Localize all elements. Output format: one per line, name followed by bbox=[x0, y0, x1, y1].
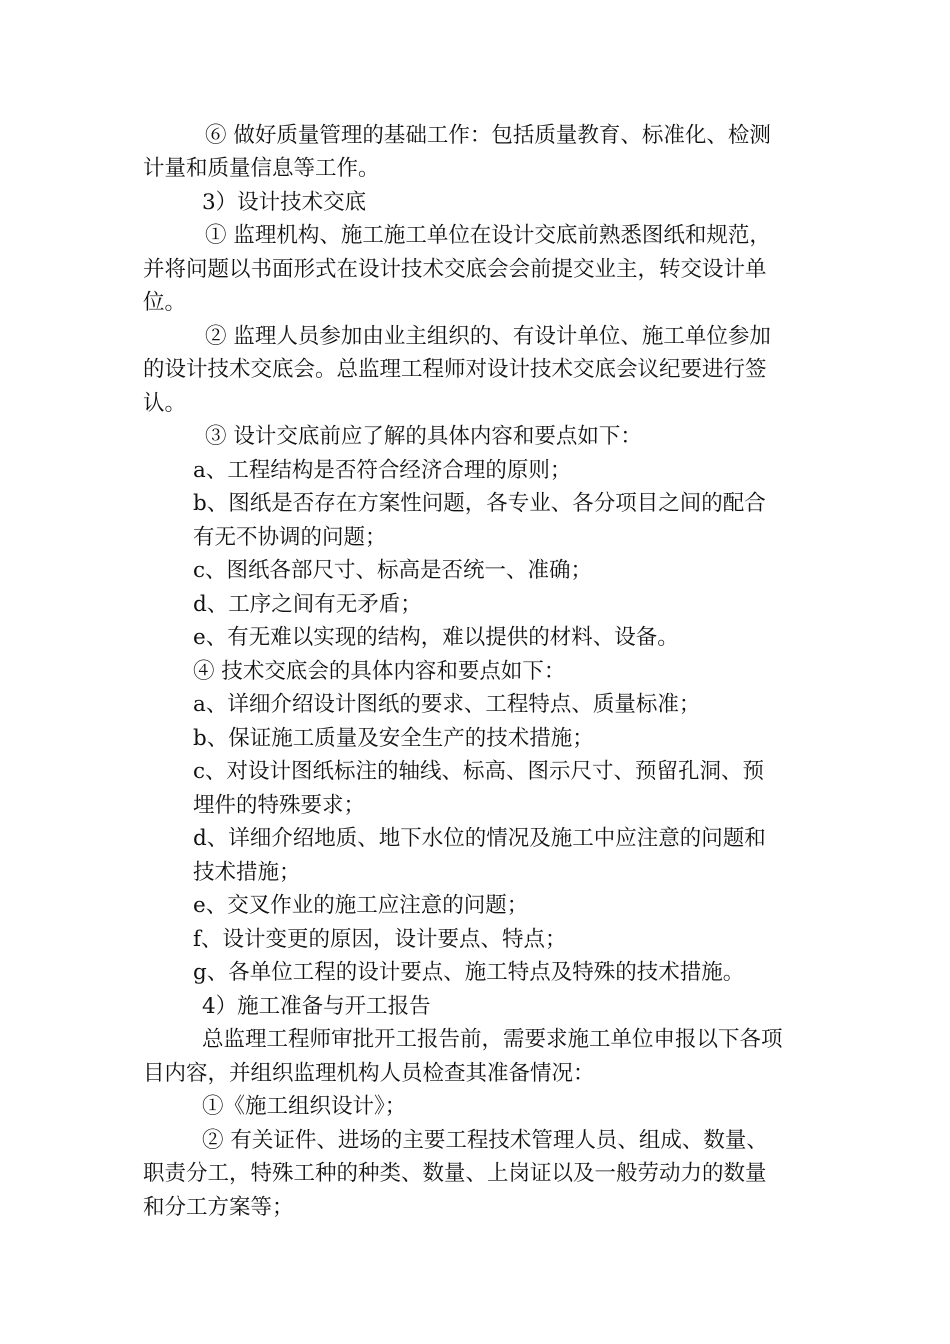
text-line: ④ 技术交底会的具体内容和要点如下： bbox=[193, 659, 566, 684]
list-item: 埋件的特殊要求； bbox=[193, 793, 366, 818]
list-item: d、工序之间有无矛盾； bbox=[193, 592, 422, 617]
text-line: 总监理工程师审批开工报告前，需要求施工单位申报以下各项 bbox=[202, 1027, 783, 1052]
list-item: b、保证施工质量及安全生产的技术措施； bbox=[193, 726, 594, 751]
text-line: 职责分工，特殊工种的种类、数量、上岗证以及一般劳动力的数量 bbox=[143, 1161, 767, 1186]
text-line: ② 有关证件、进场的主要工程技术管理人员、组成、数量、 bbox=[202, 1128, 768, 1153]
text-line: ⑥ 做好质量管理的基础工作：包括质量教育、标准化、检测 bbox=[205, 123, 771, 148]
list-item: e、有无难以实现的结构，难以提供的材料、设备。 bbox=[193, 625, 679, 650]
list-item: e、交叉作业的施工应注意的问题； bbox=[193, 893, 529, 918]
text-line: ①《施工组织设计》； bbox=[202, 1094, 407, 1119]
list-item: g、各单位工程的设计要点、施工特点及特殊的技术措施。 bbox=[193, 960, 745, 985]
text-line: 认。 bbox=[143, 391, 187, 416]
text-line: 位。 bbox=[143, 290, 187, 315]
text-line: 的设计技术交底会。总监理工程师对设计技术交底会议纪要进行签 bbox=[143, 357, 767, 382]
text-line: ③ 设计交底前应了解的具体内容和要点如下： bbox=[205, 424, 642, 449]
text-line: 并将问题以书面形式在设计技术交底会会前提交业主，转交设计单 bbox=[143, 257, 767, 282]
text-line: ② 监理人员参加由业主组织的、有设计单位、施工单位参加 bbox=[205, 324, 771, 349]
list-item: 有无不协调的问题； bbox=[193, 525, 387, 550]
text-line: 目内容，并组织监理机构人员检查其准备情况： bbox=[143, 1061, 595, 1086]
text-line: 和分工方案等； bbox=[143, 1195, 294, 1220]
list-item: c、对设计图纸标注的轴线、标高、图示尺寸、预留孔洞、预 bbox=[193, 759, 765, 784]
text-line: 计量和质量信息等工作。 bbox=[143, 156, 380, 181]
list-item: f、设计变更的原因，设计要点、特点； bbox=[193, 927, 567, 952]
list-item: a、详细介绍设计图纸的要求、工程特点、质量标准； bbox=[193, 692, 701, 717]
section-heading: 3）设计技术交底 bbox=[202, 190, 367, 215]
list-item: a、工程结构是否符合经济合理的原则； bbox=[193, 458, 572, 483]
list-item: b、图纸是否存在方案性问题，各专业、各分项目之间的配合 bbox=[193, 491, 766, 516]
list-item: d、详细介绍地质、地下水位的情况及施工中应注意的问题和 bbox=[193, 826, 766, 851]
text-line: ① 监理机构、施工施工单位在设计交底前熟悉图纸和规范， bbox=[205, 223, 771, 248]
list-item: c、图纸各部尺寸、标高是否统一、准确； bbox=[193, 558, 593, 583]
list-item: 技术措施； bbox=[193, 860, 301, 885]
section-heading: 4）施工准备与开工报告 bbox=[202, 994, 431, 1019]
